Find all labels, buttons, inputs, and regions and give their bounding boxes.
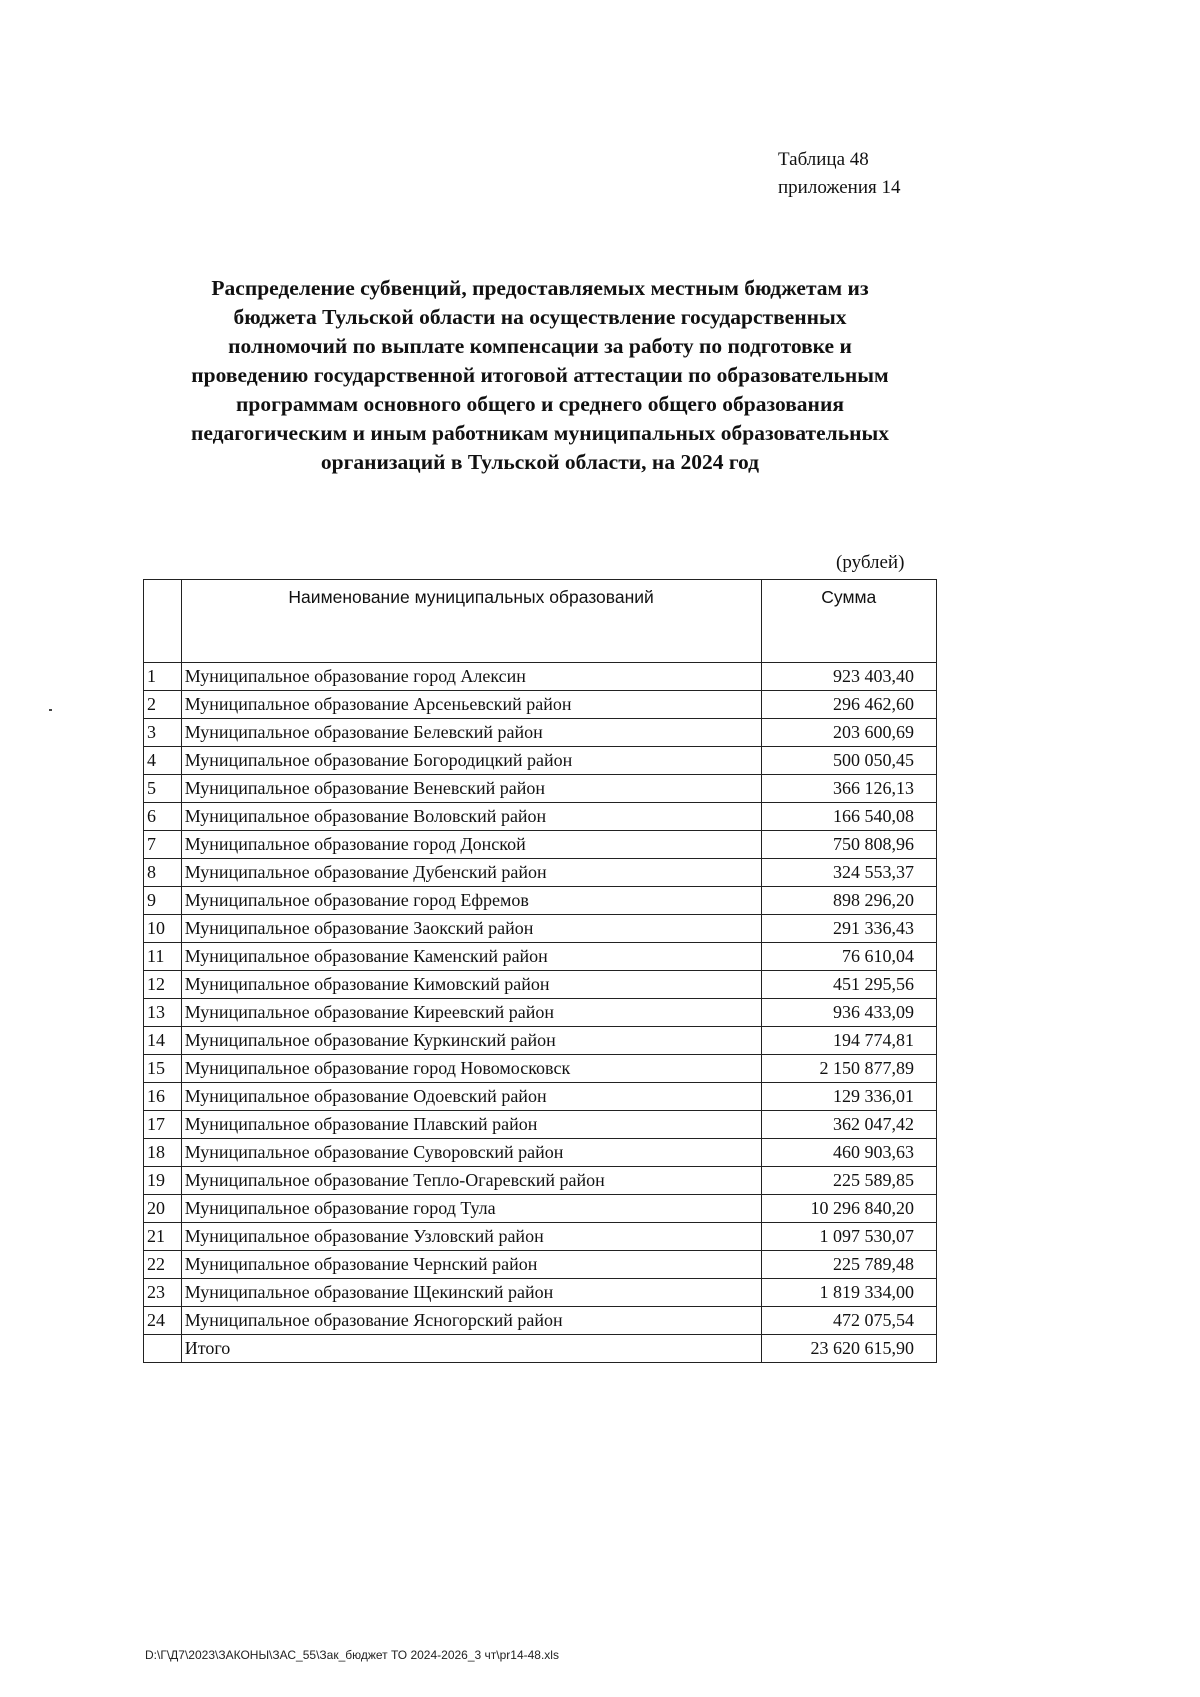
table-row — [144, 663, 937, 691]
row-amount-cell: 472 075,54 — [761, 1307, 936, 1335]
title-line: педагогическим и иным работникам муниципальных образовательных — [190, 421, 890, 445]
table-row — [144, 971, 937, 999]
row-number-cell: 17 — [144, 1111, 182, 1139]
row-number-cell: 23 — [144, 1279, 182, 1307]
row-amount-cell: 291 336,43 — [761, 915, 936, 943]
title-line: полномочий по выплате компенсации за работу по подготовке и — [228, 334, 852, 358]
row-name-cell: Муниципальное образование Чернский район — [181, 1251, 761, 1279]
title-line: проведению государственной итоговой аттестации по образовательным — [191, 363, 889, 387]
file-path-footer: D:\Г\Д7\2023\ЗАКОНЫ\ЗАС_55\Зак_бюджет ТО 2024-2026_3 чт\pr14-48.xls — [145, 1648, 559, 1662]
document-title — [140, 274, 940, 477]
table-row — [144, 999, 937, 1027]
total-row — [144, 1335, 937, 1363]
row-amount-cell: 2 150 877,89 — [761, 1055, 936, 1083]
table-reference — [778, 146, 900, 202]
table-row — [144, 1167, 937, 1195]
row-name-cell: Муниципальное образование Одоевский район — [181, 1083, 761, 1111]
row-amount-cell: 166 540,08 — [761, 803, 936, 831]
row-name-cell: Муниципальное образование Плавский район — [181, 1111, 761, 1139]
row-number-cell: 13 — [144, 999, 182, 1027]
table-row — [144, 1195, 937, 1223]
row-amount-cell: 460 903,63 — [761, 1139, 936, 1167]
row-name-cell: Муниципальное образование Богородицкий район — [181, 747, 761, 775]
row-number-cell: 15 — [144, 1055, 182, 1083]
row-name-cell: Муниципальное образование Воловский район — [181, 803, 761, 831]
row-number-cell: 3 — [144, 719, 182, 747]
row-amount-cell: 225 589,85 — [761, 1167, 936, 1195]
row-amount-cell: 324 553,37 — [761, 859, 936, 887]
table-header-row — [144, 580, 937, 663]
row-name-cell: Муниципальное образование Киреевский район — [181, 999, 761, 1027]
row-name-cell: Муниципальное образование Дубенский район — [181, 859, 761, 887]
row-name-cell: Муниципальное образование Суворовский район — [181, 1139, 761, 1167]
row-name-cell: Муниципальное образование Веневский район — [181, 775, 761, 803]
row-number-cell: 9 — [144, 887, 182, 915]
row-amount-cell: 936 433,09 — [761, 999, 936, 1027]
row-amount-cell: 923 403,40 — [761, 663, 936, 691]
row-name-cell: Муниципальное образование город Алексин — [181, 663, 761, 691]
row-number-cell: 14 — [144, 1027, 182, 1055]
row-number-cell: 12 — [144, 971, 182, 999]
table-row — [144, 775, 937, 803]
row-amount-cell: 451 295,56 — [761, 971, 936, 999]
total-label-cell: Итого — [181, 1335, 761, 1363]
title-line: программам основного общего и среднего общего образования — [236, 392, 844, 416]
row-amount-cell: 750 808,96 — [761, 831, 936, 859]
subventions-table — [143, 579, 937, 1363]
table-row — [144, 943, 937, 971]
row-name-cell: Муниципальное образование Кимовский район — [181, 971, 761, 999]
row-amount-cell: 225 789,48 — [761, 1251, 936, 1279]
table-row — [144, 887, 937, 915]
row-number-cell: 2 — [144, 691, 182, 719]
row-name-cell: Муниципальное образование Заокский район — [181, 915, 761, 943]
row-number-cell: 19 — [144, 1167, 182, 1195]
table-row — [144, 1083, 937, 1111]
row-amount-cell: 1 097 530,07 — [761, 1223, 936, 1251]
row-amount-cell: 500 050,45 — [761, 747, 936, 775]
row-number-cell: 7 — [144, 831, 182, 859]
row-number-cell: 20 — [144, 1195, 182, 1223]
table-row — [144, 1055, 937, 1083]
row-number-cell: 4 — [144, 747, 182, 775]
row-name-cell: Муниципальное образование город Ефремов — [181, 887, 761, 915]
table-row — [144, 831, 937, 859]
table-row — [144, 747, 937, 775]
table-row — [144, 719, 937, 747]
row-number-cell: 24 — [144, 1307, 182, 1335]
row-name-cell: Муниципальное образование Каменский район — [181, 943, 761, 971]
row-number-cell: 8 — [144, 859, 182, 887]
row-amount-cell: 10 296 840,20 — [761, 1195, 936, 1223]
row-name-cell: Муниципальное образование город Донской — [181, 831, 761, 859]
row-amount-cell: 76 610,04 — [761, 943, 936, 971]
table-row — [144, 1139, 937, 1167]
row-name-cell: Муниципальное образование Арсеньевский район — [181, 691, 761, 719]
row-name-cell: Муниципальное образование Куркинский район — [181, 1027, 761, 1055]
table-row — [144, 1279, 937, 1307]
row-name-cell: Муниципальное образование Белевский район — [181, 719, 761, 747]
row-name-cell: Муниципальное образование Узловский район — [181, 1223, 761, 1251]
row-amount-cell: 362 047,42 — [761, 1111, 936, 1139]
row-amount-cell: 129 336,01 — [761, 1083, 936, 1111]
row-amount-cell: 194 774,81 — [761, 1027, 936, 1055]
header-amount-cell: Сумма — [761, 580, 936, 663]
table-row — [144, 691, 937, 719]
row-number-cell: 1 — [144, 663, 182, 691]
row-name-cell: Муниципальное образование город Тула — [181, 1195, 761, 1223]
scan-speck — [49, 709, 52, 711]
table-row — [144, 1223, 937, 1251]
row-name-cell: Муниципальное образование Ясногорский район — [181, 1307, 761, 1335]
row-amount-cell: 1 819 334,00 — [761, 1279, 936, 1307]
total-amount-cell: 23 620 615,90 — [761, 1335, 936, 1363]
row-amount-cell: 366 126,13 — [761, 775, 936, 803]
row-number-cell: 18 — [144, 1139, 182, 1167]
header-name-cell: Наименование муниципальных образований — [181, 580, 761, 663]
table-row — [144, 1251, 937, 1279]
row-number-cell: 16 — [144, 1083, 182, 1111]
row-name-cell: Муниципальное образование Тепло-Огаревский район — [181, 1167, 761, 1195]
table-row — [144, 915, 937, 943]
title-line: Распределение субвенций, предоставляемых местным бюджетам из — [211, 276, 869, 300]
row-amount-cell: 203 600,69 — [761, 719, 936, 747]
row-amount-cell: 898 296,20 — [761, 887, 936, 915]
row-number-cell: 6 — [144, 803, 182, 831]
table-number: Таблица 48 — [778, 149, 869, 170]
header-number-cell — [144, 580, 182, 663]
total-number-cell — [144, 1335, 182, 1363]
appendix-number: приложения 14 — [778, 177, 901, 198]
table-row — [144, 1307, 937, 1335]
row-amount-cell: 296 462,60 — [761, 691, 936, 719]
row-number-cell: 10 — [144, 915, 182, 943]
row-name-cell: Муниципальное образование Щекинский район — [181, 1279, 761, 1307]
row-number-cell: 22 — [144, 1251, 182, 1279]
units-label: (рублей) — [836, 552, 905, 573]
row-number-cell: 11 — [144, 943, 182, 971]
row-name-cell: Муниципальное образование город Новомосковск — [181, 1055, 761, 1083]
table-row — [144, 1027, 937, 1055]
row-number-cell: 21 — [144, 1223, 182, 1251]
table-row — [144, 1111, 937, 1139]
title-line: организаций в Тульской области, на 2024 год — [320, 450, 760, 474]
table-row — [144, 803, 937, 831]
table-row — [144, 859, 937, 887]
title-line: бюджета Тульской области на осуществление государственных — [233, 305, 847, 329]
row-number-cell: 5 — [144, 775, 182, 803]
